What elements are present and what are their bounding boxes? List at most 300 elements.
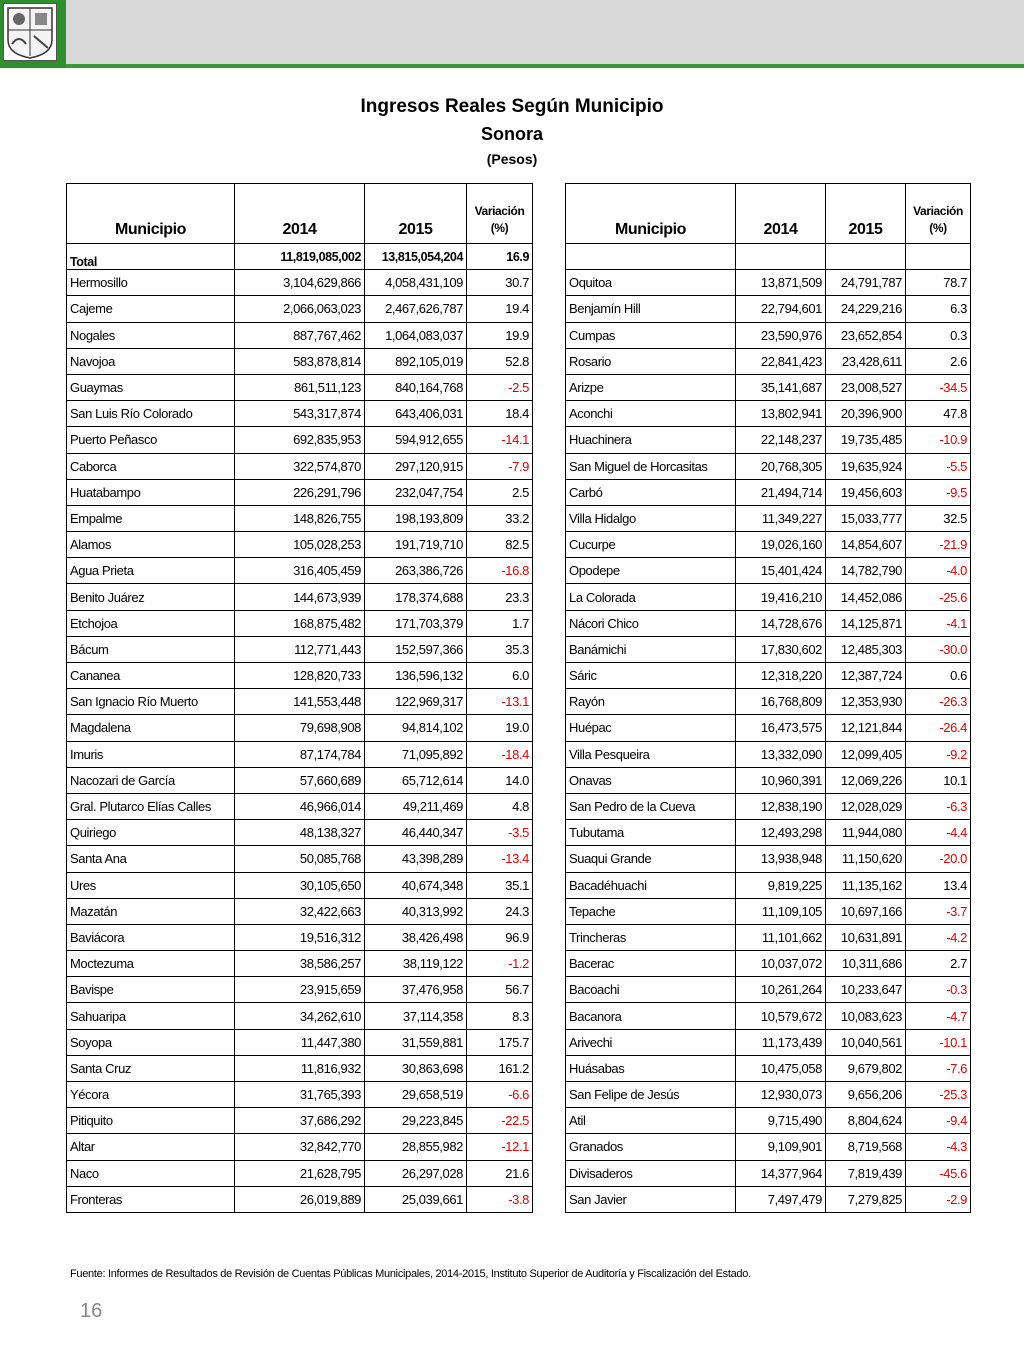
col-municipio: Municipio xyxy=(67,184,235,244)
table-row xyxy=(566,1003,971,1029)
variacion-cell: -25.3 xyxy=(906,1082,971,1108)
table-row xyxy=(67,1108,533,1134)
municipio-cell: Divisaderos xyxy=(566,1160,736,1186)
value-2014-cell: 21,494,714 xyxy=(736,479,826,505)
variacion-cell: 0.6 xyxy=(906,663,971,689)
variacion-cell: -9.2 xyxy=(906,741,971,767)
value-2014-cell: 32,422,663 xyxy=(235,898,365,924)
total-variacion: 16.9 xyxy=(467,244,533,270)
table-row xyxy=(566,951,971,977)
municipio-cell: Arizpe xyxy=(566,374,736,400)
value-2015-cell: 38,426,498 xyxy=(365,924,467,950)
value-2015-cell: 12,353,930 xyxy=(826,689,906,715)
table-row xyxy=(67,1055,533,1081)
table-row xyxy=(67,270,533,296)
source-note: Fuente: Informes de Resultados de Revisión de Cuentas Públicas Municipales, 2014-2015, Instituto Superior de Auditoría y Fiscalización del Estado. xyxy=(70,1268,751,1280)
value-2014-cell: 31,765,393 xyxy=(235,1082,365,1108)
income-table-right xyxy=(565,183,971,1213)
municipio-cell: Caborca xyxy=(67,453,235,479)
municipio-cell: Santa Ana xyxy=(67,846,235,872)
value-2014-cell: 128,820,733 xyxy=(235,663,365,689)
table-header xyxy=(566,184,971,244)
value-2014-cell: 10,261,264 xyxy=(736,977,826,1003)
municipio-cell: Huachinera xyxy=(566,427,736,453)
variacion-cell: 19.9 xyxy=(467,322,533,348)
value-2015-cell: 9,656,206 xyxy=(826,1082,906,1108)
value-2015-cell: 38,119,122 xyxy=(365,951,467,977)
variacion-cell: -6.6 xyxy=(467,1082,533,1108)
variacion-cell: -13.1 xyxy=(467,689,533,715)
value-2015-cell: 198,193,809 xyxy=(365,505,467,531)
value-2014-cell: 17,830,602 xyxy=(736,636,826,662)
table-row xyxy=(67,767,533,793)
value-2014-cell: 57,660,689 xyxy=(235,767,365,793)
variacion-cell: 82.5 xyxy=(467,532,533,558)
municipio-cell: Benito Juárez xyxy=(67,584,235,610)
value-2015-cell: 1,064,083,037 xyxy=(365,322,467,348)
value-2014-cell: 35,141,687 xyxy=(736,374,826,400)
municipio-cell: Bacanora xyxy=(566,1003,736,1029)
table-row xyxy=(67,296,533,322)
table-row xyxy=(566,532,971,558)
municipio-cell: Tepache xyxy=(566,898,736,924)
value-2015-cell: 8,719,568 xyxy=(826,1134,906,1160)
municipio-cell: Navojoa xyxy=(67,348,235,374)
table-row xyxy=(67,636,533,662)
municipio-cell: Quiriego xyxy=(67,820,235,846)
value-2014-cell: 50,085,768 xyxy=(235,846,365,872)
total-row-blank xyxy=(566,244,971,270)
value-2015-cell: 12,028,029 xyxy=(826,793,906,819)
table-row xyxy=(566,1082,971,1108)
variacion-cell: -14.1 xyxy=(467,427,533,453)
value-2015-cell: 15,033,777 xyxy=(826,505,906,531)
value-2015-cell: 11,135,162 xyxy=(826,872,906,898)
municipio-cell: La Colorada xyxy=(566,584,736,610)
value-2015-cell: 297,120,915 xyxy=(365,453,467,479)
table-row xyxy=(67,898,533,924)
value-2014-cell: 26,019,889 xyxy=(235,1186,365,1212)
municipio-cell: Mazatán xyxy=(67,898,235,924)
municipio-cell: San Javier xyxy=(566,1186,736,1212)
table-row xyxy=(566,1029,971,1055)
table-row xyxy=(566,270,971,296)
table-row xyxy=(67,663,533,689)
value-2014-cell: 34,262,610 xyxy=(235,1003,365,1029)
variacion-cell: -4.7 xyxy=(906,1003,971,1029)
value-2014-cell: 13,802,941 xyxy=(736,401,826,427)
variacion-cell: 161.2 xyxy=(467,1055,533,1081)
value-2014-cell: 10,037,072 xyxy=(736,951,826,977)
municipio-cell: San Ignacio Río Muerto xyxy=(67,689,235,715)
table-row xyxy=(566,1160,971,1186)
municipio-cell: Bácum xyxy=(67,636,235,662)
variacion-cell: -10.9 xyxy=(906,427,971,453)
value-2014-cell: 9,715,490 xyxy=(736,1108,826,1134)
value-2014-cell: 38,586,257 xyxy=(235,951,365,977)
value-2014-cell: 9,109,901 xyxy=(736,1134,826,1160)
variacion-cell: 24.3 xyxy=(467,898,533,924)
col-2014: 2014 xyxy=(235,184,365,244)
municipio-cell: Sáric xyxy=(566,663,736,689)
table-row xyxy=(566,898,971,924)
table-row xyxy=(566,453,971,479)
municipio-cell: Santa Cruz xyxy=(67,1055,235,1081)
table-row xyxy=(67,610,533,636)
municipio-cell: Oquitoa xyxy=(566,270,736,296)
col-2015: 2015 xyxy=(365,184,467,244)
value-2015-cell: 94,814,102 xyxy=(365,715,467,741)
table-row xyxy=(566,741,971,767)
value-2014-cell: 22,794,601 xyxy=(736,296,826,322)
value-2014-cell: 10,579,672 xyxy=(736,1003,826,1029)
value-2014-cell: 16,473,575 xyxy=(736,715,826,741)
municipio-cell: Agua Prieta xyxy=(67,558,235,584)
total-2015: 13,815,054,204 xyxy=(365,244,467,270)
variacion-cell: -9.4 xyxy=(906,1108,971,1134)
value-2015-cell: 37,114,358 xyxy=(365,1003,467,1029)
table-row xyxy=(67,1082,533,1108)
variacion-cell: 52.8 xyxy=(467,348,533,374)
value-2015-cell: 12,387,724 xyxy=(826,663,906,689)
table-row xyxy=(67,505,533,531)
value-2014-cell: 12,930,073 xyxy=(736,1082,826,1108)
municipio-cell: Pitiquito xyxy=(67,1108,235,1134)
municipio-cell: Carbó xyxy=(566,479,736,505)
value-2014-cell: 87,174,784 xyxy=(235,741,365,767)
value-2015-cell: 12,069,226 xyxy=(826,767,906,793)
table-row xyxy=(566,715,971,741)
municipio-cell: Huásabas xyxy=(566,1055,736,1081)
value-2014-cell: 79,698,908 xyxy=(235,715,365,741)
col-variacion: Variación (%) xyxy=(467,184,533,244)
municipio-cell: Bacadéhuachi xyxy=(566,872,736,898)
col-municipio: Municipio xyxy=(566,184,736,244)
value-2015-cell: 9,679,802 xyxy=(826,1055,906,1081)
municipio-cell: Imuris xyxy=(67,741,235,767)
table-row xyxy=(566,924,971,950)
variacion-cell: -2.9 xyxy=(906,1186,971,1212)
value-2015-cell: 14,452,086 xyxy=(826,584,906,610)
table-row xyxy=(67,820,533,846)
variacion-cell: 2.6 xyxy=(906,348,971,374)
municipio-cell: Gral. Plutarco Elías Calles xyxy=(67,793,235,819)
variacion-cell: 19.0 xyxy=(467,715,533,741)
value-2015-cell: 10,040,561 xyxy=(826,1029,906,1055)
municipio-cell: Baviácora xyxy=(67,924,235,950)
variacion-cell: 96.9 xyxy=(467,924,533,950)
municipio-cell: Trincheras xyxy=(566,924,736,950)
variacion-cell: 0.3 xyxy=(906,322,971,348)
value-2014-cell: 226,291,796 xyxy=(235,479,365,505)
table-row xyxy=(566,1134,971,1160)
table-row xyxy=(67,924,533,950)
variacion-cell: -13.4 xyxy=(467,846,533,872)
value-2014-cell: 583,878,814 xyxy=(235,348,365,374)
table-row xyxy=(67,453,533,479)
variacion-cell: 47.8 xyxy=(906,401,971,427)
value-2015-cell: 23,428,611 xyxy=(826,348,906,374)
page-subtitle: Sonora xyxy=(480,124,543,144)
value-2015-cell: 24,791,787 xyxy=(826,270,906,296)
municipio-cell: Soyopa xyxy=(67,1029,235,1055)
table-row xyxy=(566,689,971,715)
variacion-cell: -45.6 xyxy=(906,1160,971,1186)
value-2014-cell: 20,768,305 xyxy=(736,453,826,479)
table-row xyxy=(566,401,971,427)
value-2015-cell: 29,223,845 xyxy=(365,1108,467,1134)
value-2015-cell: 10,083,623 xyxy=(826,1003,906,1029)
variacion-cell: 2.7 xyxy=(906,951,971,977)
municipio-cell: San Luis Río Colorado xyxy=(67,401,235,427)
table-row xyxy=(566,296,971,322)
value-2015-cell: 122,969,317 xyxy=(365,689,467,715)
variacion-cell: -7.6 xyxy=(906,1055,971,1081)
value-2014-cell: 112,771,443 xyxy=(235,636,365,662)
variacion-cell: 35.1 xyxy=(467,872,533,898)
variacion-cell: -4.4 xyxy=(906,820,971,846)
value-2015-cell: 10,311,686 xyxy=(826,951,906,977)
value-2015-cell: 12,099,405 xyxy=(826,741,906,767)
value-2015-cell: 840,164,768 xyxy=(365,374,467,400)
value-2014-cell: 11,447,380 xyxy=(235,1029,365,1055)
table-row xyxy=(67,1186,533,1212)
value-2014-cell: 14,377,964 xyxy=(736,1160,826,1186)
variacion-cell: -3.7 xyxy=(906,898,971,924)
table-row xyxy=(67,348,533,374)
municipio-cell: Yécora xyxy=(67,1082,235,1108)
value-2014-cell: 30,105,650 xyxy=(235,872,365,898)
variacion-cell: -12.1 xyxy=(467,1134,533,1160)
table-row xyxy=(67,1029,533,1055)
table-row xyxy=(67,977,533,1003)
table-row xyxy=(566,1055,971,1081)
table-row xyxy=(67,1003,533,1029)
col-2014: 2014 xyxy=(736,184,826,244)
value-2015-cell: 136,596,132 xyxy=(365,663,467,689)
value-2015-cell: 19,456,603 xyxy=(826,479,906,505)
variacion-cell: 6.0 xyxy=(467,663,533,689)
value-2014-cell: 48,138,327 xyxy=(235,820,365,846)
municipio-cell: Aconchi xyxy=(566,401,736,427)
table-row xyxy=(67,584,533,610)
municipio-cell: Suaqui Grande xyxy=(566,846,736,872)
table-header xyxy=(67,184,533,244)
value-2015-cell: 10,697,166 xyxy=(826,898,906,924)
municipio-cell: Cajeme xyxy=(67,296,235,322)
value-2015-cell: 65,712,614 xyxy=(365,767,467,793)
value-2014-cell: 13,871,509 xyxy=(736,270,826,296)
value-2015-cell: 40,313,992 xyxy=(365,898,467,924)
value-2014-cell: 168,875,482 xyxy=(235,610,365,636)
variacion-cell: -34.5 xyxy=(906,374,971,400)
page-number: 16 xyxy=(80,1300,103,1322)
table-row xyxy=(67,951,533,977)
variacion-cell: 13.4 xyxy=(906,872,971,898)
municipio-cell: Tubutama xyxy=(566,820,736,846)
variacion-cell: -21.9 xyxy=(906,532,971,558)
table-row xyxy=(566,846,971,872)
municipio-cell: Alamos xyxy=(67,532,235,558)
value-2015-cell: 46,440,347 xyxy=(365,820,467,846)
table-row xyxy=(566,820,971,846)
table-row xyxy=(566,427,971,453)
table-row xyxy=(67,741,533,767)
value-2014-cell: 22,841,423 xyxy=(736,348,826,374)
value-2015-cell: 232,047,754 xyxy=(365,479,467,505)
variacion-cell: 1.7 xyxy=(467,610,533,636)
value-2014-cell: 11,173,439 xyxy=(736,1029,826,1055)
value-2014-cell: 21,628,795 xyxy=(235,1160,365,1186)
table-row xyxy=(67,479,533,505)
municipio-cell: Cananea xyxy=(67,663,235,689)
variacion-cell: 23.3 xyxy=(467,584,533,610)
municipio-cell: Rayón xyxy=(566,689,736,715)
value-2015-cell: 152,597,366 xyxy=(365,636,467,662)
value-2014-cell: 13,332,090 xyxy=(736,741,826,767)
variacion-cell: -4.2 xyxy=(906,924,971,950)
value-2015-cell: 14,125,871 xyxy=(826,610,906,636)
value-2015-cell: 71,095,892 xyxy=(365,741,467,767)
municipio-cell: Fronteras xyxy=(67,1186,235,1212)
value-2015-cell: 37,476,958 xyxy=(365,977,467,1003)
table-row xyxy=(566,1108,971,1134)
municipio-cell: Banámichi xyxy=(566,636,736,662)
variacion-cell: 14.0 xyxy=(467,767,533,793)
municipio-cell: Rosario xyxy=(566,348,736,374)
value-2014-cell: 861,511,123 xyxy=(235,374,365,400)
value-2014-cell: 19,026,160 xyxy=(736,532,826,558)
variacion-cell: 35.3 xyxy=(467,636,533,662)
value-2014-cell: 10,960,391 xyxy=(736,767,826,793)
value-2015-cell: 29,658,519 xyxy=(365,1082,467,1108)
municipio-cell: Naco xyxy=(67,1160,235,1186)
municipio-cell: Hermosillo xyxy=(67,270,235,296)
table-row xyxy=(67,1134,533,1160)
variacion-cell: 2.5 xyxy=(467,479,533,505)
value-2015-cell: 14,782,790 xyxy=(826,558,906,584)
value-2015-cell: 10,233,647 xyxy=(826,977,906,1003)
municipio-cell: Granados xyxy=(566,1134,736,1160)
value-2015-cell: 25,039,661 xyxy=(365,1186,467,1212)
value-2015-cell: 263,386,726 xyxy=(365,558,467,584)
municipio-cell: Nacozari de García xyxy=(67,767,235,793)
value-2015-cell: 19,635,924 xyxy=(826,453,906,479)
municipio-cell: Bacerac xyxy=(566,951,736,977)
municipio-cell: Villa Hidalgo xyxy=(566,505,736,531)
municipio-cell: Ures xyxy=(67,872,235,898)
table-row xyxy=(566,663,971,689)
table-row xyxy=(566,584,971,610)
variacion-cell: 33.2 xyxy=(467,505,533,531)
table-row xyxy=(566,872,971,898)
value-2015-cell: 10,631,891 xyxy=(826,924,906,950)
municipio-cell: Sahuaripa xyxy=(67,1003,235,1029)
value-2015-cell: 892,105,019 xyxy=(365,348,467,374)
municipio-cell: San Felipe de Jesús xyxy=(566,1082,736,1108)
municipio-cell: Guaymas xyxy=(67,374,235,400)
value-2014-cell: 105,028,253 xyxy=(235,532,365,558)
value-2015-cell: 43,398,289 xyxy=(365,846,467,872)
municipio-cell: Bavispe xyxy=(67,977,235,1003)
municipio-cell: Opodepe xyxy=(566,558,736,584)
variacion-cell: 8.3 xyxy=(467,1003,533,1029)
value-2014-cell: 22,148,237 xyxy=(736,427,826,453)
variacion-cell: -9.5 xyxy=(906,479,971,505)
value-2014-cell: 32,842,770 xyxy=(235,1134,365,1160)
variacion-cell: -10.1 xyxy=(906,1029,971,1055)
municipio-cell: Altar xyxy=(67,1134,235,1160)
municipio-cell: San Pedro de la Cueva xyxy=(566,793,736,819)
value-2015-cell: 31,559,881 xyxy=(365,1029,467,1055)
variacion-cell: -4.1 xyxy=(906,610,971,636)
table-row xyxy=(566,636,971,662)
table-row xyxy=(566,505,971,531)
table-row xyxy=(566,793,971,819)
variacion-cell: 21.6 xyxy=(467,1160,533,1186)
variacion-cell: -4.3 xyxy=(906,1134,971,1160)
value-2015-cell: 4,058,431,109 xyxy=(365,270,467,296)
value-2014-cell: 11,349,227 xyxy=(736,505,826,531)
municipio-cell: Cumpas xyxy=(566,322,736,348)
value-2014-cell: 10,475,058 xyxy=(736,1055,826,1081)
value-2015-cell: 11,150,620 xyxy=(826,846,906,872)
value-2014-cell: 13,938,948 xyxy=(736,846,826,872)
variacion-cell: 30.7 xyxy=(467,270,533,296)
variacion-cell: -1.2 xyxy=(467,951,533,977)
unit-label: (Pesos) xyxy=(486,151,538,167)
table-row xyxy=(67,715,533,741)
value-2015-cell: 14,854,607 xyxy=(826,532,906,558)
municipio-cell: Benjamín Hill xyxy=(566,296,736,322)
col-2015: 2015 xyxy=(826,184,906,244)
value-2014-cell: 9,819,225 xyxy=(736,872,826,898)
value-2014-cell: 16,768,809 xyxy=(736,689,826,715)
variacion-cell: -25.6 xyxy=(906,584,971,610)
table-row xyxy=(67,532,533,558)
table-row xyxy=(566,558,971,584)
table-row xyxy=(566,348,971,374)
value-2014-cell: 23,915,659 xyxy=(235,977,365,1003)
table-row xyxy=(566,977,971,1003)
value-2015-cell: 23,652,854 xyxy=(826,322,906,348)
value-2014-cell: 7,497,479 xyxy=(736,1186,826,1212)
green-rule xyxy=(0,64,1024,68)
total-label: Total xyxy=(67,244,235,270)
variacion-cell: -0.3 xyxy=(906,977,971,1003)
variacion-cell: 6.3 xyxy=(906,296,971,322)
municipio-cell: Cucurpe xyxy=(566,532,736,558)
value-2014-cell: 19,516,312 xyxy=(235,924,365,950)
table-row xyxy=(67,374,533,400)
value-2014-cell: 14,728,676 xyxy=(736,610,826,636)
value-2014-cell: 19,416,210 xyxy=(736,584,826,610)
table-row xyxy=(67,427,533,453)
variacion-cell: -3.5 xyxy=(467,820,533,846)
value-2015-cell: 28,855,982 xyxy=(365,1134,467,1160)
municipio-cell: Nogales xyxy=(67,322,235,348)
variacion-cell: -22.5 xyxy=(467,1108,533,1134)
table-row xyxy=(67,401,533,427)
table-row xyxy=(67,322,533,348)
value-2015-cell: 12,121,844 xyxy=(826,715,906,741)
variacion-cell: 19.4 xyxy=(467,296,533,322)
table-row xyxy=(67,689,533,715)
table-row xyxy=(566,322,971,348)
value-2014-cell: 23,590,976 xyxy=(736,322,826,348)
table-row xyxy=(67,1160,533,1186)
value-2015-cell: 23,008,527 xyxy=(826,374,906,400)
